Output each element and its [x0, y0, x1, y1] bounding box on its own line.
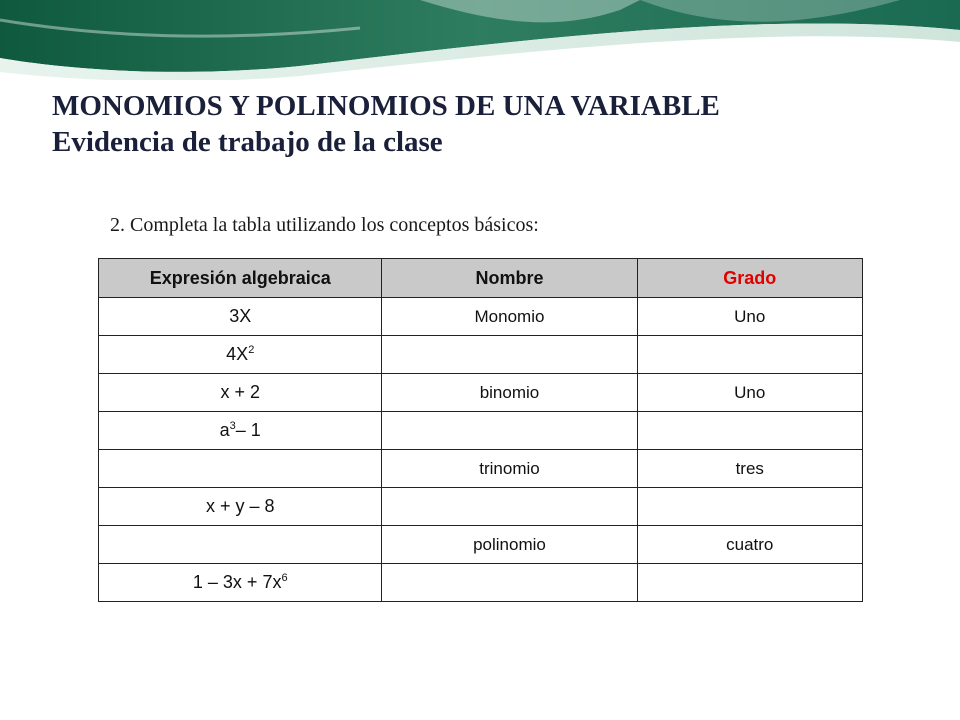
- title-line-1: MONOMIOS Y POLINOMIOS DE UNA VARIABLE: [52, 90, 720, 122]
- cell-grado: cuatro: [637, 526, 863, 564]
- header-expresion: Expresión algebraica: [99, 259, 382, 298]
- cell-expresion[interactable]: [99, 526, 382, 564]
- title-line-2: Evidencia de trabajo de la clase: [52, 126, 443, 158]
- cell-nombre: Monomio: [382, 298, 637, 336]
- cell-expresion: $4X^2$: [99, 336, 382, 374]
- table-row: [99, 298, 863, 336]
- table-header-row: [99, 259, 863, 298]
- cell-grado[interactable]: [637, 564, 863, 602]
- cell-grado[interactable]: [637, 488, 863, 526]
- cell-expresion: $1 - 3x + 7x^6$: [99, 564, 382, 602]
- cell-grado[interactable]: [637, 336, 863, 374]
- header-banner: [0, 0, 960, 80]
- cell-nombre[interactable]: [382, 336, 637, 374]
- cell-grado: Uno: [637, 298, 863, 336]
- cell-nombre: trinomio: [382, 450, 637, 488]
- cell-nombre: polinomio: [382, 526, 637, 564]
- cell-expresion[interactable]: [99, 450, 382, 488]
- table-row: [99, 526, 863, 564]
- cell-nombre[interactable]: [382, 488, 637, 526]
- instruction-text: 2. Completa la tabla utilizando los conceptos básicos:: [110, 214, 539, 236]
- cell-expresion: 3X: [99, 298, 382, 336]
- cell-expresion: x + y – 8: [99, 488, 382, 526]
- cell-expresion: $a^3-$ 1: [99, 412, 382, 450]
- table-row: [99, 374, 863, 412]
- page-title: [52, 88, 720, 160]
- table-row: [99, 336, 863, 374]
- table-row: [99, 450, 863, 488]
- cell-nombre: binomio: [382, 374, 637, 412]
- table-row: [99, 488, 863, 526]
- cell-nombre[interactable]: [382, 564, 637, 602]
- concepts-table: [98, 258, 863, 602]
- table-row: [99, 564, 863, 602]
- cell-nombre[interactable]: [382, 412, 637, 450]
- header-nombre: Nombre: [382, 259, 637, 298]
- cell-expresion: x + 2: [99, 374, 382, 412]
- cell-grado: tres: [637, 450, 863, 488]
- header-grado: Grado: [637, 259, 863, 298]
- table-row: [99, 412, 863, 450]
- cell-grado: Uno: [637, 374, 863, 412]
- cell-grado[interactable]: [637, 412, 863, 450]
